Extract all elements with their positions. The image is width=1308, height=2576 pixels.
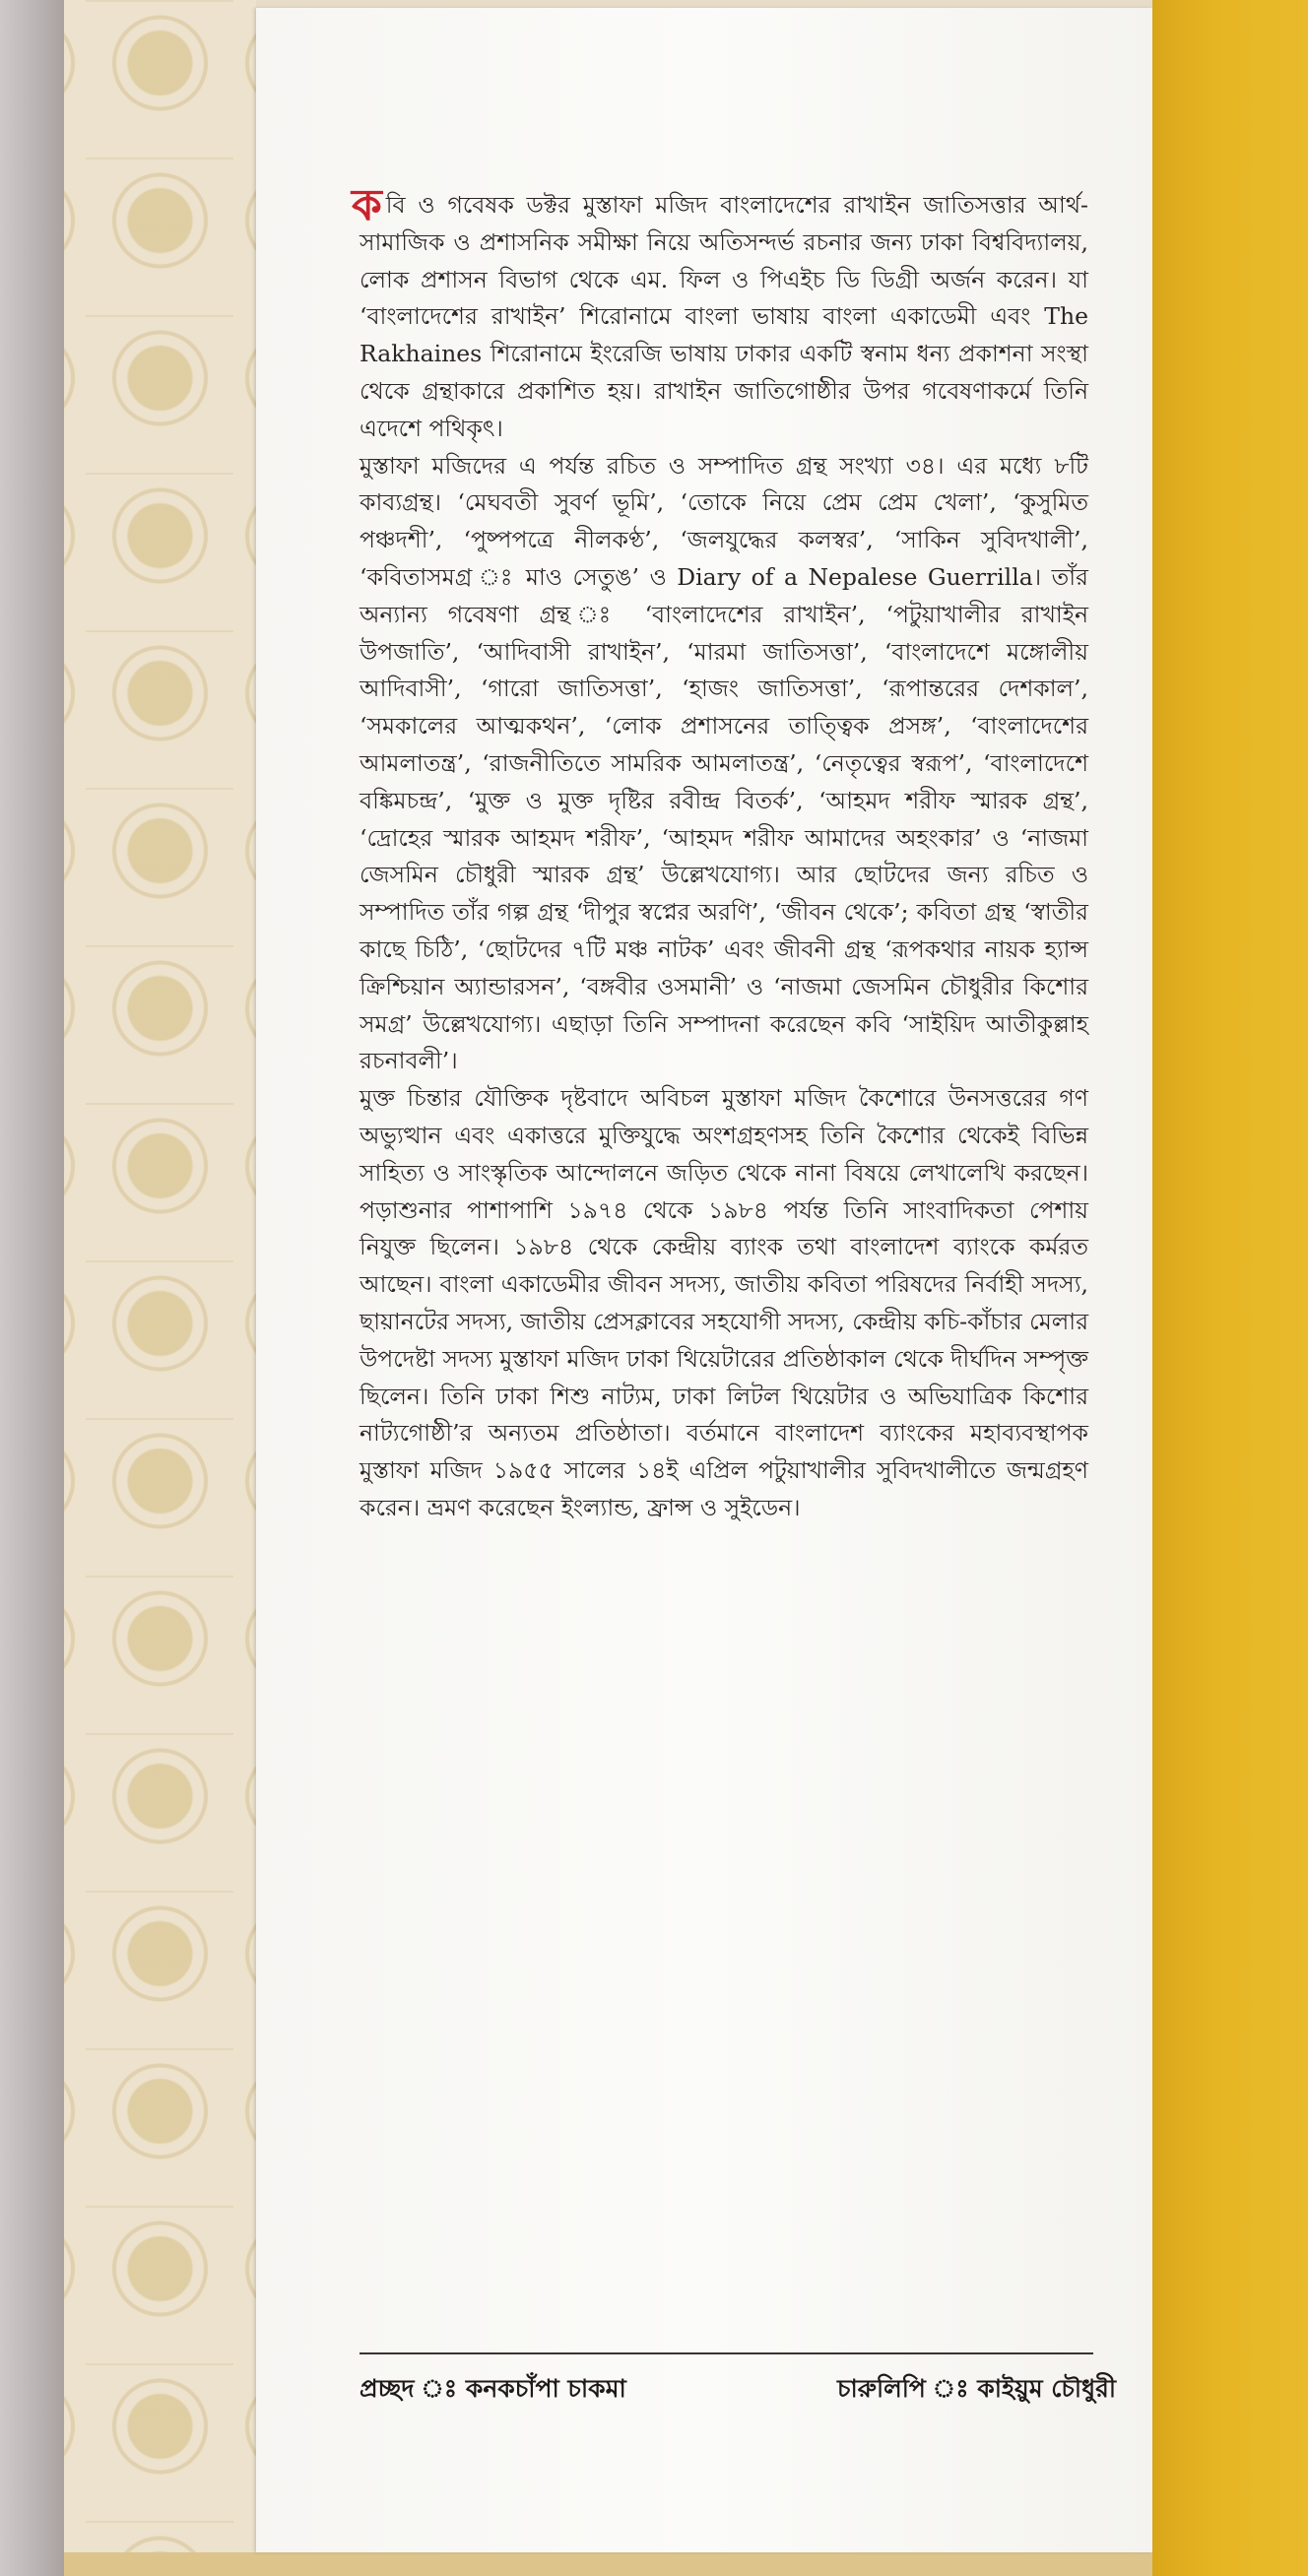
ornament-lines [86,0,233,2576]
calligraphy-credit: চারুলিপি ঃ কাইয়ুম চৌধুরী [837,2374,1116,2403]
credits-divider [360,2352,1093,2354]
cover-credit: প্রচ্ছদ ঃ কনকচাঁপা চাকমা [360,2374,626,2403]
bio-paragraph-2: মুস্তাফা মজিদের এ পর্যন্ত রচিত ও সম্পাদিত গ্রন্থ সংখ্যা ৩৪। এর মধ্যে ৮টি কাব্যগ্রন্থ। ‘মেঘবতী সুবর্ণ ভূমি’, ‘তোকে নিয়ে প্রেম প্রেম খেলা’, ‘কুসুমিত পঞ্চদশী’, ‘পুষ্পপত্রে নীলকণ্ঠ’, ‘জলযুদ্ধের কলস্বর’, ‘সাকিন সুবিদখালী’, ‘কবিতাসমগ্র ঃ মাও সেতুঙ’ ও Diary of a Nepalese Guerrilla। তাঁর অন্যান্য গবেষণা গ্রন্থ ঃ ‘বাংলাদেশের রাখাইন’, ‘পটুয়াখালীর রাখাইন উপজাতি’, ‘আদিবাসী রাখাইন’, ‘মারমা জাতিসত্তা’, ‘বাংলাদেশে মঙ্গোলীয় আদিবাসী’, ‘গারো জাতিসত্তা’, ‘হাজং জাতিসত্তা’, ‘রূপান্তরের দেশকাল’, ‘সমকালের আত্মকথন’, ‘লোক প্রশাসনের তাত্ত্বিক প্রসঙ্গ’, ‘বাংলাদেশের আমলাতন্ত্র’, ‘রাজনীতিতে সামরিক আমলাতন্ত্র’, ‘নেতৃত্বের স্বরূপ’, ‘বাংলাদেশে বঙ্কিমচন্দ্র’, ‘মুক্ত ও মুক্ত দৃষ্টির রবীন্দ্র বিতর্ক’, ‘আহমদ শরীফ স্মারক গ্রন্থ’, ‘দ্রোহের স্মারক আহমদ শরীফ’, ‘আহমদ শরীফ আমাদের অহংকার’ ও ‘নাজমা জেসমিন চৌধুরী স্মারক গ্রন্থ’ উল্লেখযোগ্য। আর ছোটদের জন্য রচিত ও সম্পাদিত তাঁর গল্প গ্রন্থ ‘দীপুর স্বপ্নের অরণি’, ‘জীবন থেকে’; কবিতা গ্রন্থ ‘স্বাতীর কাছে চিঠি’, ‘ছোটদের ৭টি মঞ্চ নাটক’ এবং জীবনী গ্রন্থ ‘রূপকথার নায়ক হ্যান্স ক্রিশ্চিয়ান অ্যান্ডারসন’, ‘বঙ্গবীর ওসমানী’ ও ‘নাজমা জেসমিন চৌধুরীর কিশোর সমগ্র’ উল্লেখযোগ্য। এছাড়া তিনি সম্পাদনা করেছেন কবি ‘সাইয়িদ আতীকুল্লাহ রচনাবলী’। [360,451,1088,1075]
ornamental-pattern-panel [64,0,256,2576]
bottom-band [64,2552,1152,2576]
gold-spine-strip [1152,0,1308,2576]
bio-paragraph-3: মুক্ত চিন্তার যৌক্তিক দৃষ্টবাদে অবিচল মুস্তাফা মজিদ কৈশোরে উনসত্তরের গণ অভ্যুত্থান এবং একাত্তরে মুক্তিযুদ্ধে অংশগ্রহণসহ তিনি কৈশোর থেকেই বিভিন্ন সাহিত্য ও সাংস্কৃতিক আন্দোলনে জড়িত থেকে নানা বিষয়ে লেখালেখি করছেন। পড়াশুনার পাশাপাশি ১৯৭৪ থেকে ১৯৮৪ পর্যন্ত তিনি সাংবাদিকতা পেশায় নিযুক্ত ছিলেন। ১৯৮৪ থেকে কেন্দ্রীয় ব্যাংক তথা বাংলাদেশ ব্যাংকে কর্মরত আছেন। বাংলা একাডেমীর জীবন সদস্য, জাতীয় কবিতা পরিষদের নির্বাহী সদস্য, ছায়ানটের সদস্য, জাতীয় প্রেসক্লাবের সহযোগী সদস্য, কেন্দ্রীয় কচি-কাঁচার মেলার উপদেষ্টা সদস্য মুস্তাফা মজিদ ঢাকা থিয়েটারের প্রতিষ্ঠাকাল থেকে দীর্ঘদিন সম্পৃক্ত ছিলেন। তিনি ঢাকা শিশু নাট্যম, ঢাকা লিটল থিয়েটার ও অভিযাত্রিক কিশোর নাট্যগোষ্ঠী’র অন্যতম প্রতিষ্ঠাতা। বর্তমানে বাংলাদেশ ব্যাংকের মহাব্যবস্থাপক মুস্তাফা মজিদ ১৯৫৫ সালের ১৪ই এপ্রিল পটুয়াখালীর সুবিদখালীতে জন্মগ্রহণ করেন। ভ্রমণ করেছেন ইংল্যান্ড, ফ্রান্স ও সুইডেন। [360,1084,1088,1521]
author-bio [352,180,1088,1527]
bio-paragraph-1-text: বি ও গবেষক ডক্টর মুস্তাফা মজিদ বাংলাদেশের রাখাইন জাতিসত্তার আর্থ-সামাজিক ও প্রশাসনিক সমীক্ষা নিয়ে অতিসন্দর্ভ রচনার জন্য ঢাকা বিশ্ববিদ্যালয়, লোক প্রশাসন বিভাগ থেকে এম. ফিল ও পিএইচ ডি ডিগ্রী অর্জন করেন। যা ‘বাংলাদেশের রাখাইন’ শিরোনামে বাংলা ভাষায় বাংলা একাডেমী এবং The Rakhaines শিরোনামে ইংরেজি ভাষায় ঢাকার একটি স্বনাম ধন্য প্রকাশনা সংস্থা থেকে গ্রন্থাকারে প্রকাশিত হয়। রাখাইন জাতিগোষ্ঠীর উপর গবেষণাকর্মে তিনি এদেশে পথিকৃৎ। [360,191,1088,442]
left-edge-strip [0,0,64,2576]
drop-cap: ক [352,180,382,230]
credits-line [360,2369,1116,2412]
bio-paragraph-1 [352,180,1088,448]
